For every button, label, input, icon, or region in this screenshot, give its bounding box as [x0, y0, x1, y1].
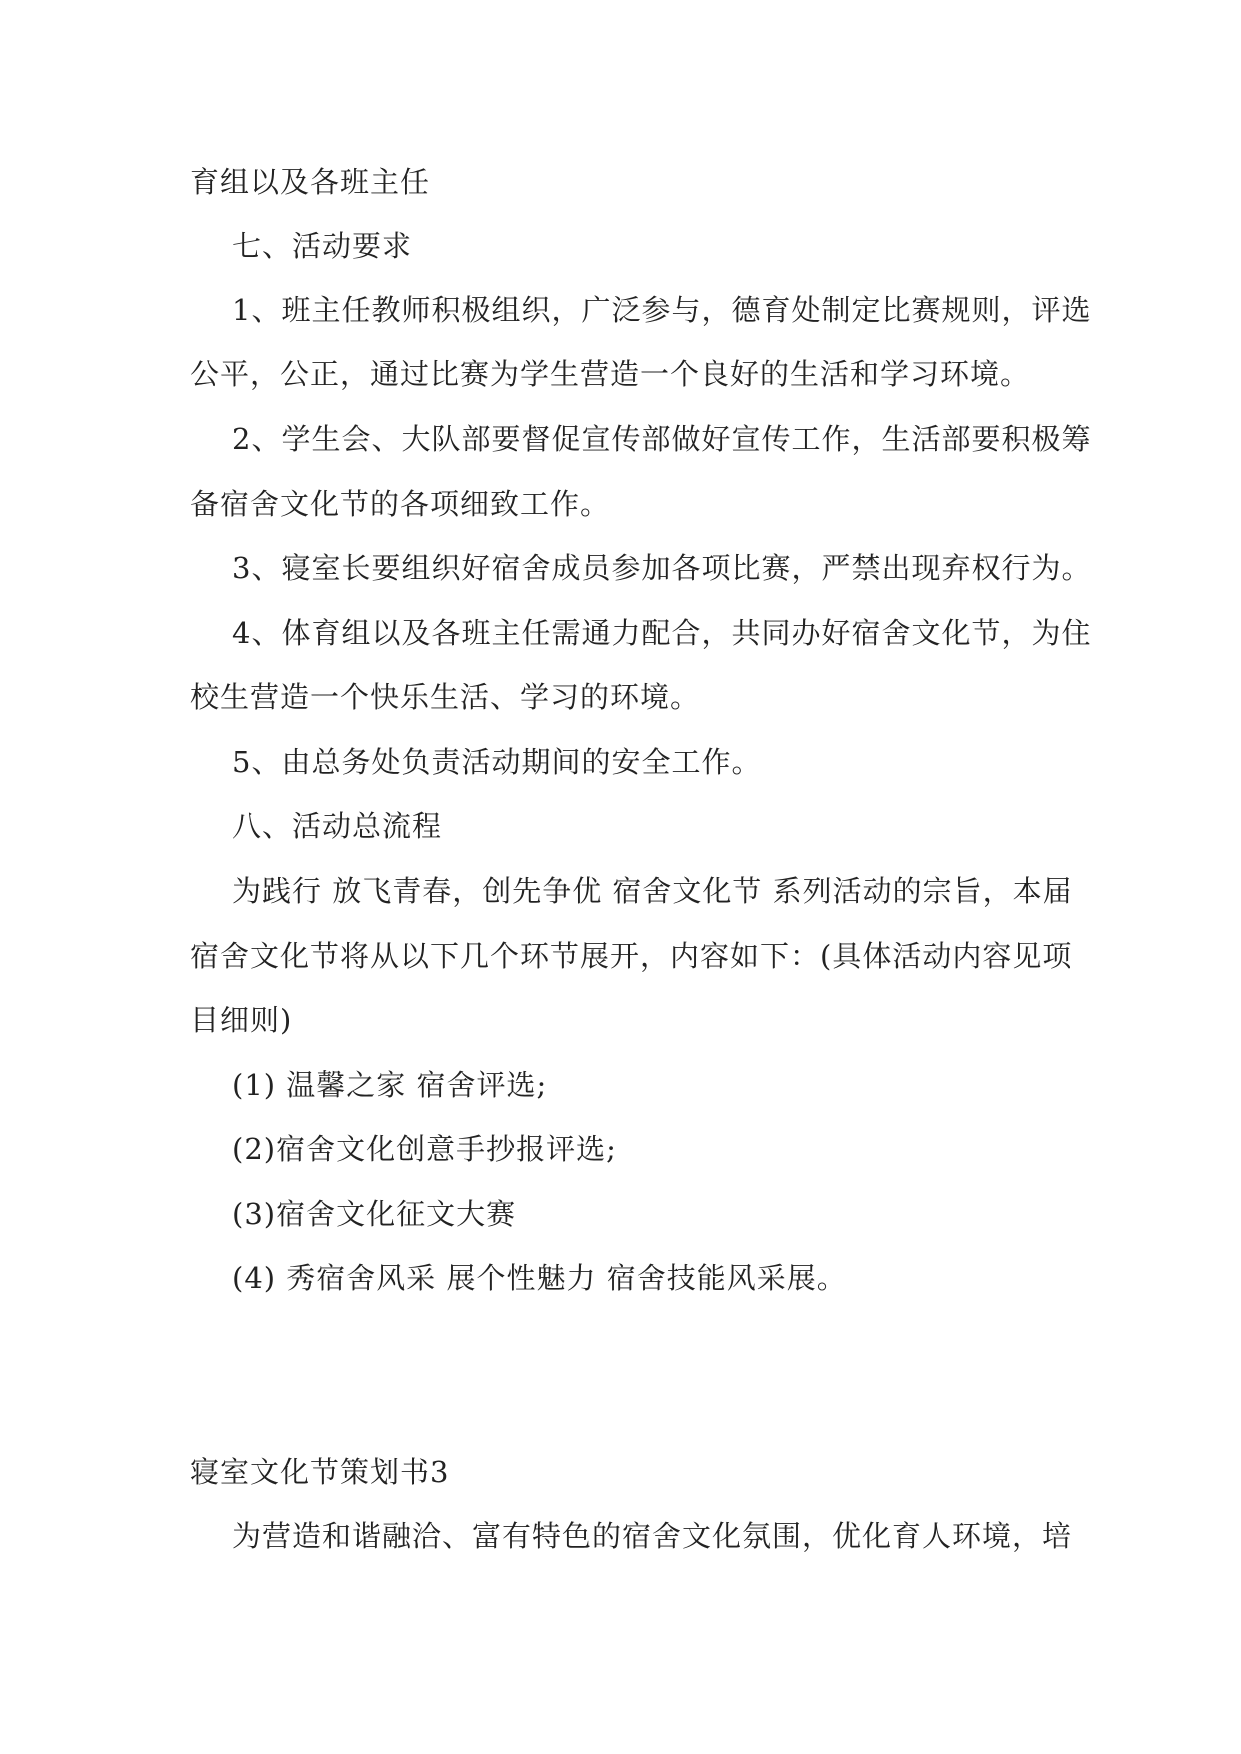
- paragraph-line: 校生营造一个快乐生活、学习的环境。: [190, 680, 701, 714]
- paragraph-line: 1、班主任教师积极组织，广泛参与，德育处制定比赛规则，评选: [232, 293, 1092, 327]
- paragraph-line: 4、体育组以及各班主任需通力配合，共同办好宿舍文化节，为住: [232, 616, 1092, 650]
- paragraph-line: 公平，公正，通过比赛为学生营造一个良好的生活和学习环境。: [190, 357, 1031, 391]
- paragraph-line: 目细则): [190, 1003, 293, 1037]
- paragraph-line: 宿舍文化节将从以下几个环节展开，内容如下：(具体活动内容见项: [190, 939, 1073, 973]
- paragraph-line: 3、寝室长要组织好宿舍成员参加各项比赛，严禁出现弃权行为。: [232, 551, 1092, 585]
- paragraph-line: 备宿舍文化节的各项细致工作。: [190, 487, 611, 521]
- document-title: 寝室文化节策划书3: [190, 1455, 450, 1489]
- list-item: (4) 秀宿舍风采 展个性魅力 宿舍技能风采展。: [232, 1261, 847, 1295]
- section-heading: 七、活动要求: [232, 229, 413, 263]
- paragraph-line: 育组以及各班主任: [190, 165, 431, 199]
- paragraph-line: 5、由总务处负责活动期间的安全工作。: [232, 745, 762, 779]
- list-item: (2)宿舍文化创意手抄报评选;: [232, 1132, 617, 1166]
- list-item: (3)宿舍文化征文大赛: [232, 1197, 517, 1231]
- section-heading: 八、活动总流程: [232, 809, 443, 843]
- list-item: (1) 温馨之家 宿舍评选;: [232, 1068, 548, 1102]
- paragraph-line: 2、学生会、大队部要督促宣传部做好宣传工作，生活部要积极筹: [232, 422, 1092, 456]
- paragraph-line: 为营造和谐融洽、富有特色的宿舍文化氛围，优化育人环境，培: [232, 1519, 1073, 1553]
- paragraph-line: 为践行 放飞青春，创先争优 宿舍文化节 系列活动的宗旨，本届: [232, 874, 1073, 908]
